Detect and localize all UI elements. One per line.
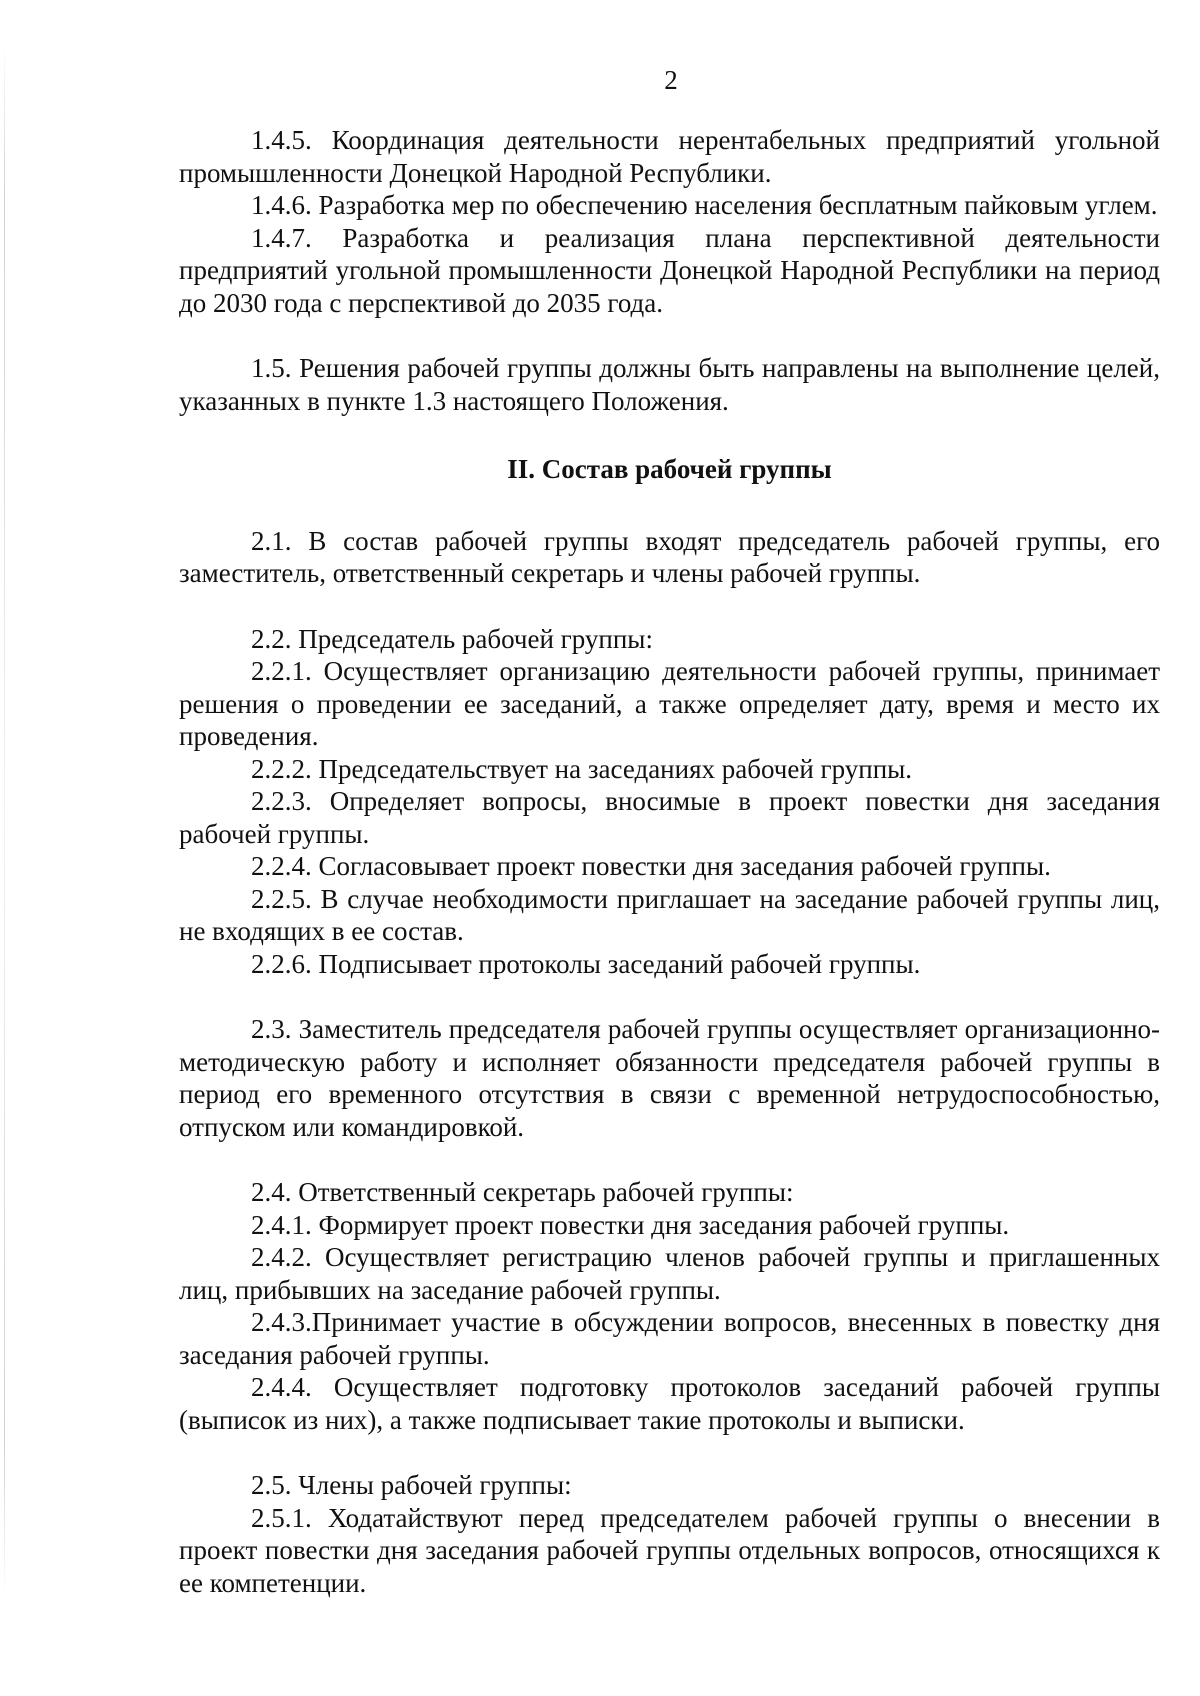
paragraph-2-1: 2.1. В состав рабочей группы входят председатель рабочей группы, его заместитель, ответственный секретарь и члены рабочей группы. (179, 525, 1160, 588)
paragraph-2-2-5: 2.2.5. В случае необходимости приглашает на заседание рабочей группы лиц, не входящих в ее состав. (179, 883, 1160, 946)
paragraph-2-2-6: 2.2.6. Подписывает протоколы заседаний рабочей группы. (251, 948, 921, 979)
paragraph-1-4-7: 1.4.7. Разработка и реализация плана перспективной деятельности предприятий угольной промышленности Донецкой Народной Республики на период до 2030 года с перспективой до 2035 года. (179, 222, 1160, 318)
paragraph-2-2-1: 2.2.1. Осуществляет организацию деятельности рабочей группы, принимает решения о проведении ее заседаний, а также определяет дату, время и место их проведения. (179, 656, 1160, 751)
paragraph-2-4-4: 2.4.4. Осуществляет подготовку протоколов заседаний рабочей группы (выписок из них), а также подписывает такие протоколы и выписки. (179, 1372, 1160, 1435)
paragraph-2-5: 2.5. Члены рабочей группы: (251, 1470, 572, 1500)
paragraph-2-4-1: 2.4.1. Формирует проект повестки дня заседания рабочей группы. (251, 1209, 1010, 1240)
section-title: II. Состав рабочей группы (507, 454, 832, 484)
paragraph-1-4-6: 1.4.6. Разработка мер по обеспечению населения бесплатным пайковым углем. (251, 190, 1158, 220)
paragraph-1-5: 1.5. Решения рабочей группы должны быть направлены на выполнение целей, указанных в пункте 1.3 настоящего Положения. (179, 353, 1160, 416)
paragraph-2-3: 2.3. Заместитель председателя рабочей группы осуществляет организационно-методическую работу и исполняет обязанности председателя рабочей группы в период его временного отсутствия в связи с временной нетрудоспособностью, отпуском или командировкой. (179, 1014, 1160, 1142)
paragraph-2-2: 2.2. Председатель рабочей группы: (251, 623, 653, 654)
paragraph-2-2-3: 2.2.3. Определяет вопросы, вносимые в проект повестки дня заседания рабочей группы. (179, 786, 1160, 849)
paragraph-2-2-4: 2.2.4. Согласовывает проект повестки дня заседания рабочей группы. (251, 851, 1051, 881)
paragraph-2-4-3: 2.4.3.Принимает участие в обсуждении вопросов, внесенных в повестку дня заседания рабочей группы. (179, 1307, 1160, 1370)
paragraph-2-4-2: 2.4.2. Осуществляет регистрацию членов рабочей группы и приглашенных лиц, прибывших на заседание рабочей группы. (179, 1242, 1160, 1305)
paragraph-2-4: 2.4. Ответственный секретарь рабочей группы: (251, 1177, 794, 1207)
paragraph-1-4-5: 1.4.5. Координация деятельности нерентабельных предприятий угольной промышленности Донецкой Народной Республики. (179, 125, 1160, 188)
scan-edge-shadow (4, 40, 5, 1600)
paragraph-2-5-1: 2.5.1. Ходатайствуют перед председателем рабочей группы о внесении в проект повестки дня заседания рабочей группы отдельных вопросов, относящихся к ее компетенции. (179, 1502, 1160, 1598)
document-body (179, 124, 1160, 1599)
page-number: 2 (664, 65, 678, 95)
paragraph-2-2-2: 2.2.2. Председательствует на заседаниях рабочей группы. (251, 753, 913, 784)
